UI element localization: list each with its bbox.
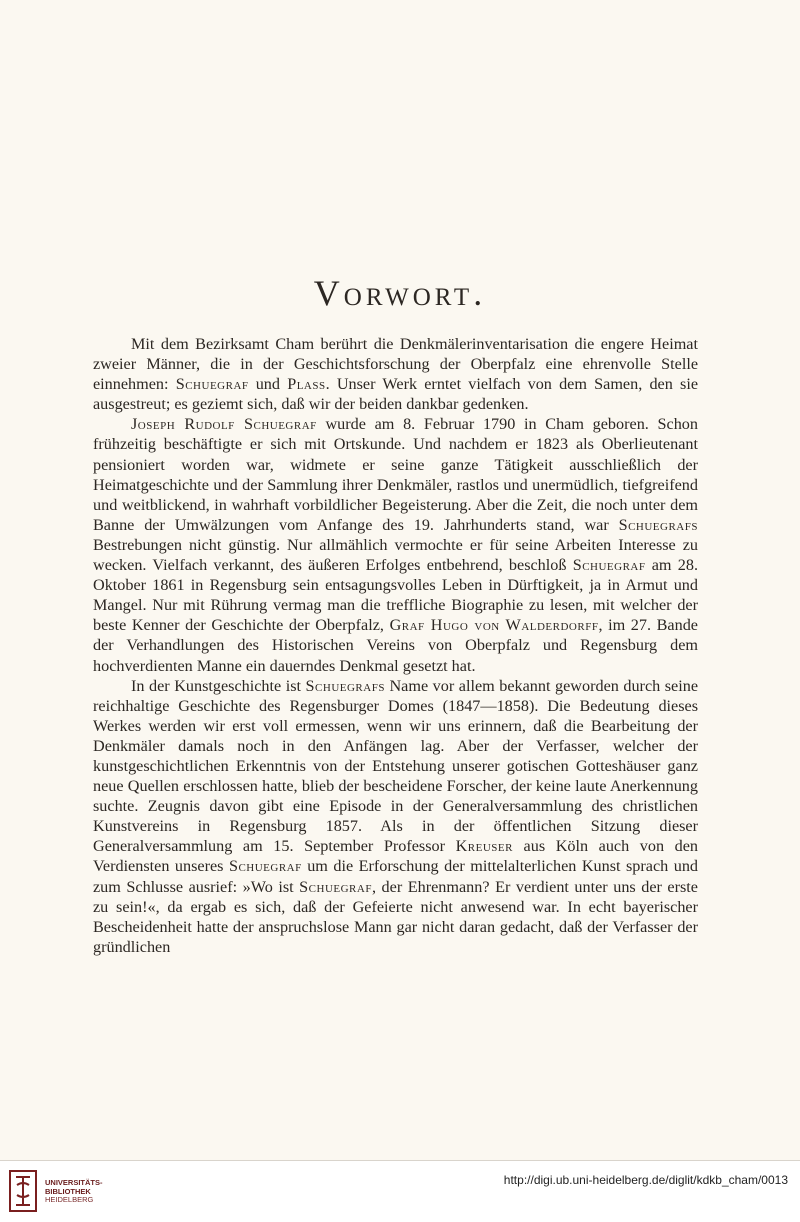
name-smallcaps: Plass (287, 375, 326, 394)
name-smallcaps: Schuegraf (175, 375, 249, 394)
source-url-link[interactable]: http://digi.ub.uni-heidelberg.de/diglit/kdkb_cham/0013 (503, 1173, 788, 1187)
paragraph (93, 676, 698, 957)
page-title: Vorwort. (313, 273, 487, 313)
text-run: Mit dem Bezirksamt Cham berührt die Denkmälerinventarisation die engere Heimat zweier Männer, die in der Geschichtsforschung der Oberpfalz eine ehrenvolle Stelle einnehmen: (93, 335, 698, 394)
name-smallcaps: Joseph Rudolf Schuegraf (131, 415, 317, 434)
name-smallcaps: Schuegrafs (618, 515, 698, 534)
paragraph (93, 334, 698, 414)
name-smallcaps: Schuegraf (299, 877, 372, 896)
library-name (45, 1179, 103, 1205)
text-run: wurde am 8. Februar 1790 in Cham geboren. Schon frühzeitig beschäftigte er sich mit Ortskunde. Und nachdem er 1823 als Oberlieutenant pensioniert worden war, widmete er seine ganze Tätigkeit ausschließlich der Heimatgeschichte und der Sammlung ihrer Denkmäler, rastlos und unermüdlich, tiefgreifend und weitblickend, in wahrhaft vorbildlicher Begeisterung. Aber die Zeit, die noch unter dem Banne der Umwälzungen vom Anfange des 19. Jahrhunderts stand, war (93, 415, 698, 534)
footer-bar (0, 1160, 800, 1222)
text-run: um die Erforschung der mittelalterlichen Kunst sprach und zum Schlusse ausrief: »Wo ist (93, 857, 699, 896)
text-run: Bestrebungen nicht günstig. Nur allmählich vermochte er für seine Arbeiten Interesse zu wecken. Vielfach verkannt, des äußeren Erfolges entbehrend, beschloß (93, 535, 698, 575)
text-run: und (248, 375, 288, 394)
text-run: am 28. Oktober 1861 in Regensburg sein entsagungsvolles Leben in Dürftigkeit, ja in Armut und Mangel. Nur mit Rührung vermag man die treffliche Biographie zu lesen, mit welcher der beste Kenner der Geschichte der Oberpfalz, (93, 556, 698, 635)
text-run: In der Kunstgeschichte ist (131, 676, 306, 695)
name-smallcaps: Schuegrafs (305, 676, 385, 695)
body-text (93, 334, 698, 957)
name-smallcaps: Schuegraf (572, 556, 646, 575)
text-run: , der Ehrenmann? Er verdient unter uns der erste zu sein!«, da ergab es sich, daß der Gefeierte nicht anwesend war. In echt bayerischer Bescheidenheit hatte der anspruchslose Mann gar nicht daran gedacht, daß der Verfasser der gründlichen (93, 877, 698, 956)
name-smallcaps: Kreuser (455, 837, 513, 856)
name-smallcaps: Graf Hugo von Walderdorff (389, 616, 599, 635)
paragraph (93, 414, 698, 675)
text-run: Name vor allem bekannt geworden durch seine reichhaltige Geschichte des Regensburger Domes (1847—1858). Die Bedeutung dieses Werkes werden wir erst voll ermessen, wenn wir uns erinnern, daß die Bearbeitung der Denkmäler damals noch in den Anfängen lag. Aber der Verfasser, welcher der kunstgeschichtlichen Erkenntnis von der Entstehung unserer gotischen Gotteshäuser ganz neue Quellen erschlossen hatte, blieb der bescheidene Forscher, der keine laute Anerkennung suchte. Zeugnis davon gibt eine Episode in der Generalversammlung des christlichen Kunstvereins in Regensburg 1857. Als in der öffentlichen Sitzung dieser Generalversammlung am 15. September Professor (93, 676, 699, 856)
library-line-2: BIBLIOTHEK (45, 1186, 91, 1196)
text-run: , im 27. Bande der Verhandlungen des Historischen Vereins von Oberpfalz und Regensburg dem hochverdienten Manne ein dauerndes Denkmal gesetzt hat. (93, 616, 698, 675)
name-smallcaps: Schuegraf (228, 857, 302, 876)
text-run: aus Köln auch von den Verdiensten unseres (93, 837, 698, 876)
library-line-3: HEIDELBERG (45, 1195, 94, 1204)
library-line-1: UNIVERSITÄTS- (45, 1178, 103, 1187)
university-seal-icon (8, 1169, 38, 1213)
text-run: . Unser Werk erntet vielfach von dem Samen, den sie ausgestreut; es geziemt sich, daß wir der beiden dankbar gedenken. (93, 375, 698, 414)
